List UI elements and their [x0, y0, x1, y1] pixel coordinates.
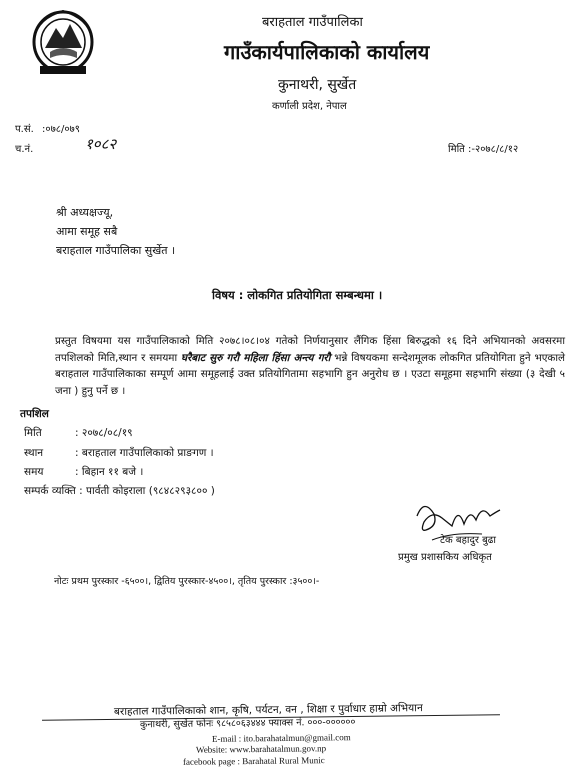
details-time-value: : बिहान ११ बजे । [75, 466, 144, 478]
body-highlight: घरैबाट सुरु गरौ महिला हिंसा अन्त्य गरौ [181, 351, 331, 364]
signer-name: टेक बहादुर बुढा [440, 535, 497, 546]
addressee-line: बराहताल गाउँपालिका सुर्खेत । [56, 244, 176, 257]
details-contact: सम्पर्क व्यक्ति : पार्वती कोइराला (९८४८२९३८०० ) [24, 485, 215, 497]
footer-facebook: facebook page : Barahatal Rural Munic [182, 755, 325, 767]
details-date-label: मिति [24, 427, 42, 439]
details-place-value: : बराहताल गाउँपालिकाको प्राङगण । [75, 447, 214, 459]
letter-body [55, 333, 565, 399]
office-location: कुनाथरी, सुर्खेत [278, 77, 357, 93]
letter-date: मिति :-२०७८/८/१२ [448, 144, 519, 155]
footer-slogan: बराहताल गाउँपालिकाको शान, कृषि, पर्यटन, वन , शिक्षा र पुर्वाधार हाम्रो अभियान [113, 702, 423, 718]
cn-value: १०८२ [85, 135, 117, 153]
details-place-label: स्थान [24, 447, 44, 459]
cn-label: च.नं. [15, 144, 34, 155]
signer-title: प्रमुख प्रशासकिय अधिकृत [398, 552, 492, 563]
ps-label: प.सं. [15, 124, 34, 135]
subject-line: विषय : लोकगित प्रतियोगिता सम्बन्धमा । [212, 288, 383, 302]
province-name: कर्णाली प्रदेश, नेपाल [272, 101, 347, 112]
nepal-emblem-icon [32, 8, 94, 78]
details-date-value: : २०७८/०८/१९ [75, 427, 133, 439]
addressee-line: आमा समूह सबै [56, 225, 118, 238]
prize-note: नोटः प्रथम पुरस्कार -६५००।, द्वितिय पुरस्कार-४५००।, तृतिय पुरस्कार :३५००।- [54, 576, 320, 587]
footer-contact: कुनाथरी, सुर्खेत फोनः ९८५८०६३४४४ फ्याक्स नं. ०००-०००००० [139, 716, 356, 731]
details-time-label: समय [24, 466, 44, 478]
municipality-name: बराहताल गाउँपालिका [262, 15, 363, 30]
details-heading: तपशिल [20, 408, 49, 420]
office-name: गाउँकार्यपालिकाको कार्यालय [224, 40, 430, 64]
ps-value: :०७८/०७९ [42, 124, 80, 135]
body-text-part2: भन्ने विषयकमा सन्देशमूलक लोकगित प्रतियोगिता हुने भएकाले बराहताल गाउँपालिकाका सम्पूर्ण आमा समूहलाई उक्त प्रतियोगितामा सहभागि हुन अनुरोध छ । एउटा समूहमा सहभागि संख्या (३ देखी ५ जना ) हुनु पर्ने छ । [55, 351, 565, 397]
addressee-line: श्री अध्यक्षज्यू, [56, 206, 114, 219]
footer-email: E-mail : ito.barahatalmun@gmail.com [211, 732, 351, 744]
body-text-part1: प्रस्तुत विषयमा यस गाउँपालिकाको मिति २०७८।०८।०४ गतेको निर्णयानुसार लैंगिक हिंसा बिरुद्धको १६ दिने अभियानको अवसरमा तपशिलको मिति,स्थान र समयमा [55, 335, 565, 364]
footer-website: Website: www.barahatalmun.gov.np [195, 743, 327, 755]
